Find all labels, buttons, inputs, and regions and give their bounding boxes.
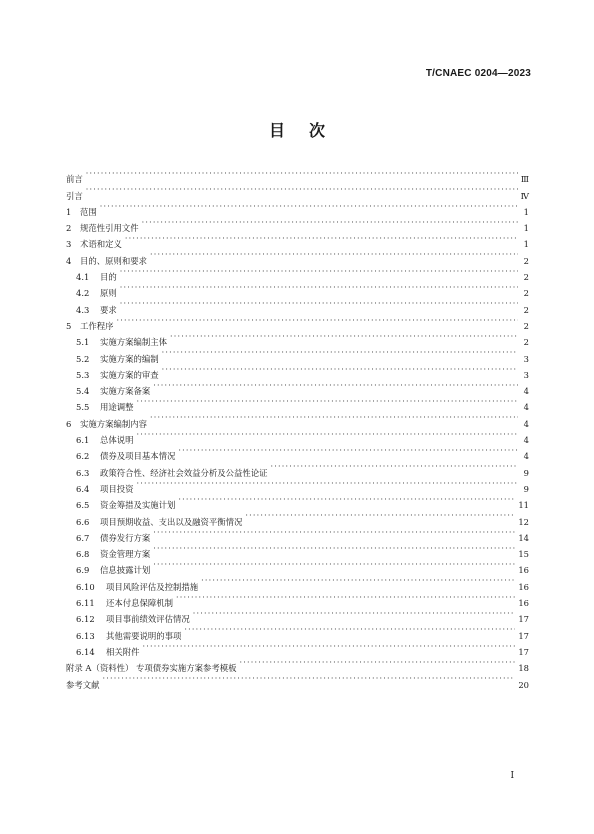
toc-dot-leader	[162, 345, 518, 361]
toc-dot-leader	[137, 476, 519, 492]
document-code: T/CNAEC 0204—2023	[425, 68, 531, 79]
toc-entry-number: 6.7	[76, 532, 90, 543]
toc-entry-number: 6.9	[76, 565, 90, 576]
toc-entry[interactable]	[66, 231, 529, 250]
toc-dot-leader	[120, 296, 518, 312]
toc-heading-part2: 次	[309, 121, 326, 140]
toc-entry-label: 原则	[100, 288, 117, 299]
toc-entry[interactable]	[66, 199, 529, 215]
toc-entry-page: 2	[523, 255, 529, 266]
toc-dot-leader	[184, 622, 515, 638]
toc-entry-label: 工作程序	[80, 320, 114, 331]
toc-entry-label: 债券发行方案	[100, 532, 151, 543]
toc-entry-number: 5.1	[76, 337, 90, 348]
toc-entry[interactable]	[66, 410, 529, 429]
toc-entry[interactable]	[66, 247, 529, 266]
toc-entry-page: 3	[523, 353, 529, 364]
toc-entry-page: 1	[523, 206, 529, 217]
toc-entry-number: 6.2	[76, 451, 90, 462]
toc-heading-part1: 目	[268, 121, 285, 140]
toc-entry-label: 相关附件	[106, 646, 140, 657]
toc-entry-number: 6.10	[76, 581, 95, 592]
toc-entry-page: 17	[518, 614, 529, 625]
toc-entry-label: 引言	[66, 190, 83, 201]
toc-entry-page: 3	[523, 369, 529, 380]
toc-entry[interactable]	[66, 443, 529, 462]
toc-entry[interactable]	[66, 182, 529, 201]
toc-entry-number: 6.5	[76, 500, 90, 511]
toc-entry[interactable]	[66, 671, 529, 690]
toc-entry-page: 4	[523, 386, 529, 397]
toc-entry-number: 6.1	[76, 435, 90, 446]
toc-dot-leader	[150, 247, 518, 263]
toc-entry-label: 参考文献	[66, 679, 100, 690]
toc-entry-page: 18	[518, 663, 529, 674]
toc-entry-label: 信息披露计划	[100, 565, 151, 576]
toc-entry-label: 资金筹措及实施计划	[100, 500, 176, 511]
toc-entry-page: 16	[518, 598, 529, 609]
toc-dot-leader	[137, 427, 519, 443]
toc-entry-label: 债券及项目基本情况	[100, 451, 176, 462]
toc-dot-leader	[150, 410, 518, 426]
toc-entry-page: 1	[523, 239, 529, 250]
toc-entry-page: 12	[518, 516, 529, 527]
toc-entry-label: 前言	[66, 174, 83, 185]
toc-entry-number: 6.6	[76, 516, 90, 527]
toc-entry-label: 附录 A（资料性） 专项债券实施方案参考模板	[66, 663, 237, 674]
toc-entry[interactable]	[66, 492, 529, 511]
toc-entry-page: 4	[523, 402, 529, 413]
toc-entry-number: 4.2	[76, 288, 90, 299]
toc-entry-label: 要求	[100, 304, 117, 315]
toc-entry-label: 目的、原则和要求	[80, 255, 147, 266]
toc-dot-leader	[153, 541, 515, 557]
toc-entry-page: 11	[518, 500, 529, 511]
toc-dot-leader	[86, 182, 518, 198]
toc-entry-page: 4	[523, 418, 529, 429]
toc-dot-leader	[153, 525, 515, 541]
toc-entry-number: 6	[66, 418, 72, 429]
toc-dot-leader	[153, 378, 518, 394]
toc-entry-label: 实施方案的编制	[100, 353, 159, 364]
toc-entry-page: 15	[518, 549, 529, 560]
toc-entry-number: 5.3	[76, 369, 90, 380]
toc-entry-page: 2	[523, 272, 529, 283]
toc-entry-label: 项目投资	[100, 483, 134, 494]
toc-entry-label: 实施方案编制主体	[100, 337, 167, 348]
toc-entry-number: 4	[66, 255, 72, 266]
toc-entry[interactable]	[66, 313, 529, 329]
toc-dot-leader	[120, 264, 518, 280]
toc-entry-number: 5.5	[76, 402, 90, 413]
toc-entry-number: 5.2	[76, 353, 90, 364]
toc-entry-page: Ⅲ	[520, 174, 529, 185]
toc-dot-leader	[117, 313, 519, 329]
table-of-contents	[66, 166, 529, 688]
page-number: I	[510, 771, 514, 781]
toc-dot-leader	[142, 215, 518, 231]
toc-entry-label: 实施方案的审查	[100, 369, 159, 380]
toc-entry-number: 4.1	[76, 272, 90, 283]
toc-entry-label: 总体说明	[100, 435, 134, 446]
toc-entry[interactable]	[66, 280, 529, 299]
toc-entry-page: 16	[518, 581, 529, 592]
toc-entry-number: 3	[66, 239, 72, 250]
toc-entry-page: 4	[523, 435, 529, 446]
toc-dot-leader	[245, 508, 515, 524]
toc-entry-label: 政策符合性、经济社会效益分析及公益性论证	[100, 467, 268, 478]
toc-dot-leader	[178, 443, 518, 459]
toc-entry-page: 4	[523, 451, 529, 462]
toc-dot-leader	[153, 557, 515, 573]
toc-entry-page: 17	[518, 630, 529, 641]
toc-entry-label: 术语和定义	[80, 239, 122, 250]
toc-entry-page: Ⅳ	[520, 190, 529, 201]
toc-entry-number: 6.8	[76, 549, 90, 560]
toc-entry-label: 项目事前绩效评估情况	[106, 614, 190, 625]
toc-dot-leader	[86, 166, 518, 182]
toc-entry-label: 实施方案备案	[100, 386, 151, 397]
toc-entry-number: 6.3	[76, 467, 90, 478]
toc-entry[interactable]	[66, 329, 529, 348]
toc-entry-page: 16	[518, 565, 529, 576]
toc-entry[interactable]	[66, 264, 529, 283]
toc-entry-label: 项目预期收益、支出以及融资平衡情况	[100, 516, 243, 527]
toc-dot-leader	[120, 280, 518, 296]
toc-entry-page: 9	[523, 467, 529, 478]
toc-entry-number: 6.13	[76, 630, 95, 641]
toc-entry-label: 范围	[80, 206, 97, 217]
toc-entry-page: 9	[523, 483, 529, 494]
toc-dot-leader	[178, 492, 515, 508]
toc-entry-label: 其他需要说明的事项	[106, 630, 182, 641]
toc-dot-leader	[100, 199, 518, 215]
toc-entry-page: 17	[518, 646, 529, 657]
toc-entry-label: 资金管理方案	[100, 549, 151, 560]
toc-entry-number: 6.12	[76, 614, 95, 625]
toc-dot-leader	[201, 573, 515, 589]
toc-entry-number: 2	[66, 223, 72, 234]
toc-dot-leader	[240, 655, 516, 671]
toc-entry-page: 14	[518, 532, 529, 543]
toc-entry-label: 用途调整	[100, 402, 134, 413]
toc-entry-page: 2	[523, 320, 529, 331]
toc-entry-page: 2	[523, 288, 529, 299]
toc-entry-number: 6.14	[76, 646, 95, 657]
toc-dot-leader	[271, 459, 519, 475]
toc-dot-leader	[125, 231, 518, 247]
toc-entry-number: 6.11	[76, 598, 95, 609]
toc-entry[interactable]	[66, 215, 529, 234]
toc-entry-number: 5	[66, 320, 72, 331]
toc-entry-number: 5.4	[76, 386, 90, 397]
toc-entry-label: 规范性引用文件	[80, 223, 139, 234]
toc-entry-page: 1	[523, 223, 529, 234]
toc-entry[interactable]	[66, 296, 529, 315]
toc-dot-leader	[176, 590, 515, 606]
toc-entry-number: 6.4	[76, 483, 90, 494]
toc-entry-page: 2	[523, 304, 529, 315]
toc-entry-page: 20	[518, 679, 529, 690]
toc-entry-label: 还本付息保障机制	[106, 598, 173, 609]
toc-entry-label: 项目风险评估及控制措施	[106, 581, 199, 592]
toc-dot-leader	[103, 671, 516, 687]
toc-dot-leader	[193, 606, 516, 622]
toc-entry-number: 4.3	[76, 304, 90, 315]
toc-dot-leader	[162, 362, 518, 378]
toc-dot-leader	[170, 329, 518, 345]
toc-dot-leader	[143, 639, 516, 655]
toc-entry[interactable]	[66, 166, 529, 185]
toc-entry-number: 1	[66, 206, 72, 217]
toc-dot-leader	[137, 394, 519, 410]
toc-entry-label: 实施方案编制内容	[80, 418, 147, 429]
toc-heading	[0, 118, 594, 141]
toc-entry-label: 目的	[100, 272, 117, 283]
toc-entry-page: 2	[523, 337, 529, 348]
